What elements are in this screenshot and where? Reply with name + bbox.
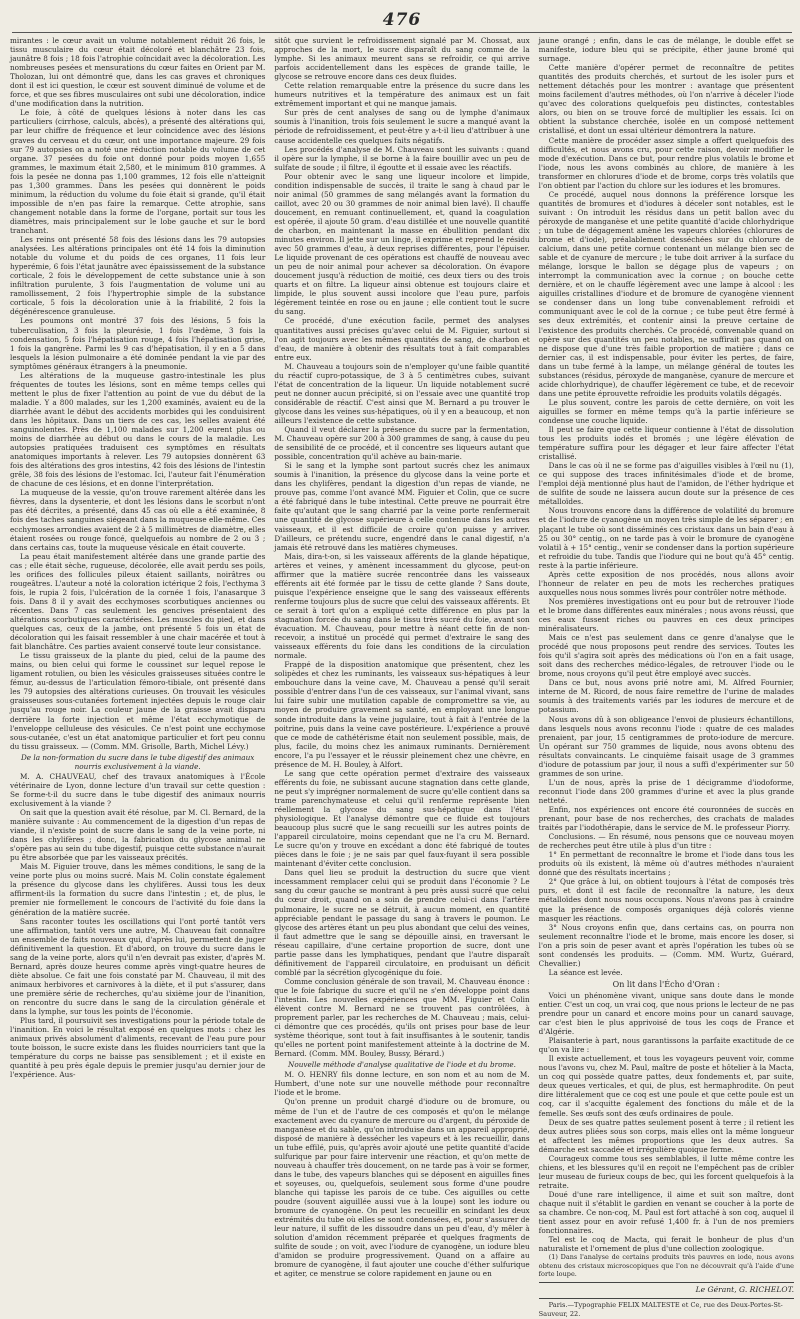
paragraph: M. Chauveau a toujours soin de n'employer qu'une faible quantité du réactif cupro-potassique, de 3 à 5 centimètres cubes, suivant l'état de concentration de la liqueur. Un liquide notablement sucré peut ne donner aucun précipité, si on l'essaie avec une quantité trop considérable de réactif. C'est ainsi que M. Bernard a pu trouver le glycose dans les veines sus-hépatiques, où il y en a beaucoup, et non ailleurs l'existence de cette substance. bbox=[274, 361, 530, 425]
paragraph: Le tissu graisseux de la plante du pied, celui de la paume des mains, ou bien celui qui forme le coussinet sur lequel repose le ligament rotulien, ou bien les vésicules graisseuses situées contre le fémur, au-dessus de l'articulation fémoro-tibiale, ont présenté dans les 79 autopsies des altérations curieuses. On trouvait les vésicules graisseuses sous-cutanées fortement injectées depuis le rouge clair jusqu'au rouge noir. La couleur jaune de la graisse avait disparu derrière la forte injection et même l'état ecchymotique de l'enveloppe celluleuse des vésicules. Ce n'est point une ecchymose sous-cutanée, c'est un état anatomique particulier et fort peu connu du tissu graisseux. — (Comm. MM. Grisolle, Barth, Michel Lévy.) bbox=[10, 651, 266, 751]
section-heading: Nouvelle méthode d'analyse qualitative de l'iode et du brome. bbox=[287, 1060, 516, 1070]
paragraph: Les reins ont présenté 58 fois des lésions dans les 79 autopsies analysées. Les altérations principales ont été 14 fois la diminution notable du volume et du poids de ces organes, 11 fois leur hyperémie, 6 fois l'état jaunâtre avec épaississement de la substance corticale, 2 fois le développement de cette substance unie à son infiltration purulente, 3 fois l'augmentation de volume uni au ramollissement, 2 fois l'hypertrophie simple de la substance corticale, 5 fois la décoloration unie à la friabilité, 2 fois la dégénérescence granuleuse. bbox=[10, 235, 266, 317]
page-number: 476 bbox=[382, 10, 422, 30]
paragraph: Cette manière de procéder assez simple a offert quelquefois des difficultés, et nous avons cru, pour cette raison, devoir modifier le mode d'exécution. Dans ce but, pour rendre plus volatils le brome et l'iode, nous les avons combinés au chlore, de manière à les transformer en chlorures d'iode et de brome, corps très volatils que l'on obtient par l'action du chlore sur les iodures et les bromures. bbox=[538, 135, 794, 190]
paragraph: Doué d'une rare intelligence, il aime et suit son maître, dont chaque nuit il s'établit le gardien en venant se coucher à la porte de sa chambre. Ce non-coq, M. Paul est fort attaché à son coq, auquel il tient assez pour en avoir refusé 1,400 fr. à l'un de nos premiers fonctionnaires. bbox=[538, 1189, 794, 1236]
paragraph: Mais M. Figuier trouve, dans les mêmes conditions, le sang de la veine porte plus ou moins sucré. Mais M. Colin constate également la présence du glycose dans les chylifères. Aussi tous les deux affirment-ils la formation du sucre dans l'intestin ; et, de plus, le premier nie formellement le concours de l'activité du foie dans la génération de la matière sucrée. bbox=[10, 862, 266, 917]
paragraph: Deux de ses quatre pattes seulement posent à terre ; il retient les deux autres pliées sous son corps, mais elles ont la même longueur et affectent les mêmes proportions que les deux autres. Sa démarche est saccadée et irrégulière quoique ferme. bbox=[538, 1117, 794, 1154]
paragraph: Comme conclusion générale de son travail, M. Chauveau énonce : que le foie fabrique du sucre et qu'il ne s'en développe point dans l'intestin. Les nouvelles expériences que MM. Figuier et Colin élèvent contre M. Bernard ne se trouvent pas contrôlées, à proprement parler, par les recherches de M. Chauveau ; mais, celui-ci démontre que ces procédés, qu'ils ont prises pour base de leur système théorique, sont tout à fait insuffisantes à le soutenir, tandis qu'elles ne portent point manifestement atteinte à la doctrine de M. Bernard. (Comm. MM. Bouley, Bussy, Bérard.) bbox=[274, 976, 530, 1059]
paragraph: Conclusions. — En résumé, nous pensons que ce nouveau moyen de recherches peut être utile à plus d'un titre : bbox=[538, 832, 794, 851]
paragraph: M. O. HENRY fils donne lecture, en son nom et au nom de M. Humbert, d'une note sur une nouvelle méthode pour reconnaître l'iode et le brome. bbox=[274, 1070, 530, 1098]
paragraph: Nous trouvons encore dans la différence de volatilité du bromure et de l'iodure de cyanogène un moyen très simple de les séparer ; en plaçant le tube où sont disséminés ces cristaux dans un bain d'eau à 25 ou 30° centig., on ne tarde pas à voir le bromure de cyanogène volatil à + 15° centig., venir se condenser dans la portion supérieure et refroidie du tube. Tandis que l'iodure qui ne bout qu'à 45° centig. reste à la partie inférieure. bbox=[538, 506, 794, 570]
paragraph: Sur près de cent analyses de sang ou de lymphe d'animaux soumis à l'inanition, trois fois seulement le sucre a manqué avant la période de refroidissement, et peut-être y a-t-il lieu d'attribuer à une cause accidentelle ces quelques faits négatifs. bbox=[274, 108, 530, 145]
paragraph: L'un de nous, après la prise de 1 décigramme d'iodoforme, reconnut l'iode dans 200 grammes d'urine et avec la plus grande netteté. bbox=[538, 777, 794, 805]
section-title: On lit dans l'Écho d'Oran : bbox=[612, 979, 720, 989]
paragraph: Frappé de la disposition anatomique que présentent, chez les solipèdes et chez les ruminants, les vaisseaux sus-hépatiques à leur embouchure dans la veine cave, M. Chauveau a pensé qu'il serait possible d'entrer dans l'un de ces vaisseaux, sur l'animal vivant, sans lui faire subir une mutilation capable de compromettre sa vie, au moyen de produire gravement sa santé, en employant une longue sonde introduite dans la veine jugulaire, tout à fait à l'entrée de la poitrine, puis dans la veine cave postérieure. L'expérience a prouvé que ce mode de cathétérisme était non seulement possible, mais, de plus, facile, du moins chez les animaux ruminants. Dernièrement encore, l'a pu l'essayer et le réussir pleinement chez une chèvre, en présence de M. H. Bouley, à Alfort. bbox=[274, 660, 530, 769]
paragraph: Ce procédé, auquel nous donnons la préférence lorsque les quantités de bromures et d'iodures à déceler sont notables, est le suivant : On introduit les résidus dans un petit ballon avec du péroxyde de manganèse et une petite quantité d'acide chlorhydrique ; un tube de dégagement amène les vapeurs chlorées (chlorures de brome et d'iode), préalablement desséchées sur du chlorure de calcium, dans une petite cornue contenant un mélange bien sec de sable et de cyanure de mercure ; le tube doit arriver à la surface du mélange, lorsque le ballon se dégage plus de vapeurs ; on interrompt la communication avec la cornue ; on bouche cette dernière, et on le chauffe légèrement avec une lampe à alcool : les aiguilles cristallines d'iodure et de bromure de cyanogène viennent se condenser dans un long tube convenablement refroidi et communiquant avec le col de la cornue ; ce tube peut être fermé à ses deux extrémités, et contenir ainsi la preuve certaine de l'existence des produits cherchés. Ce procédé, convenable quand on opère sur des quantités un peu notables, ne suffirait pas quand on ne dispose que d'une très faible proportion de matière ; dans ce dernier cas, il est indispensable, pour éviter les pertes, de faire, dans un tube fermé à la lampe, un mélange général de toutes les substances (résidus, péroxyde de manganèse, cyanure de mercure et acide chlorhydrique), de chauffer légèrement ce tube, et de recevoir dans une petite éprouvette refroidie les produits volatils dégagés. bbox=[538, 189, 794, 398]
paragraph: mirantes : le cœur avait un volume notablement réduit 26 fois, le tissu musculaire du cœur était décoloré et blanchâtre 23 fois, jaunâtre 8 fois ; 18 fois l'atrophie coïncidait avec la décoloration. Les nombreuses pesées et mensurations du cœur faites en Orient par M. Tholozan, lui ont démontré que, dans les cas graves et chroniques dont il est ici question, le cœur est souvent diminué de volume et de force, et que ses fibres musculaires ont subi une décoloration, indice d'une modification dans la nutrition. bbox=[10, 36, 266, 109]
paragraph: Mais, dira-t-on, si les vaisseaux afférents de la glande hépatique, artères et veines, y amènent incessamment du glycose, peut-on affirmer que la matière sucrée rencontrée dans les vaisseaux efférents ait été formée par le tissu de cette glande ? Sans doute, puisque l'expérience enseigne que le sang des vaisseaux efférents renferme toujours plus de sucre que celui des vaisseaux afférents. Et ce serait à tort qu'on a expliqué cette différence en plus par la stagnation forcée du sang dans le tissu très sucré du foie, avant son évacuation. M. Chauveau, pour mettre à néant cette fin de non-recevoir, a institué un procédé qui permet d'extraire le sang des vaisseaux efférents du foie dans les conditions de la circulation normale. bbox=[274, 551, 530, 661]
column-right bbox=[538, 36, 794, 1319]
paragraph: Mais ce n'est pas seulement dans ce genre d'analyse que le procédé que nous proposons peut rendre des services. Toutes les fois qu'il s'agira soit après des médications où l'on en a fait usage, soit dans des recherches médico-légales, de retrouver l'iode ou le brome, nous croyons qu'il peut être employé avec succès. bbox=[538, 633, 794, 679]
paragraph: jaune orangé ; enfin, dans le cas de mélange, le double effet se manifeste, iodure bleu qui se précipite, éther jaune bromé qui surnage. bbox=[538, 36, 794, 64]
paragraph: sitôt que survient le refroidissement signalé par M. Chossat, aux approches de la mort, le sucre disparaît du sang comme de la lymphe. Si les animaux meurent sans se refroidir, ce qui arrive parfois accidentellement dans les espèces de grande taille, le glycose se retrouve encore dans ces deux fluides. bbox=[274, 36, 530, 82]
paragraph: Les poumons ont montré 37 fois des lésions, 5 fois la tuberculisation, 3 fois la pleurésie, 1 fois l'œdème, 3 fois la condensation, 5 fois l'hépatisation rouge, 4 fois l'hépatisation grise, 1 fois la gangrène. Parmi les 9 cas d'hépatisation, il y en a 5 dans lesquels la lésion pulmonaire a été dominée pendant la vie par des symptômes généraux étrangers à la pneumonie. bbox=[10, 316, 266, 371]
paragraph: M. A. CHAUVEAU, chef des travaux anatomiques à l'École vétérinaire de Lyon, donne lecture d'un travail sur cette question : Se forme-t-il du sucre dans le tube digestif des animaux nourris exclusivement à la viande ? bbox=[10, 771, 266, 808]
header-rule bbox=[12, 32, 792, 33]
paragraph: Quand il veut déclarer la présence du sucre par la fermentation, M. Chauveau opère sur 200 à 300 grammes de sang, à cause du peu de sensibilité de ce procédé, et il concentre ses liqueurs autant que possible, concentration qu'il achève au bain-marie. bbox=[274, 425, 530, 462]
paragraph: Après cette exposition de nos procédés, nous allons avoir l'honneur de relater en peu de mots les recherches pratiques auxquelles nous nous sommes livrés pour contrôler notre méthode. bbox=[538, 569, 794, 597]
paragraph: Le plus souvent, contre les parois de cette dernière, on voit les aiguilles se former en même temps qu'à la partie inférieure se condense une couche liquide. bbox=[538, 397, 794, 425]
paragraph: Courageux comme tous ses semblables, il lutte même contre les chiens, et les blessures qu'il en reçoit ne l'empêchent pas de cribler leur museau de furieux coups de bec, qui les forcent quelquefois à la retraite. bbox=[538, 1153, 794, 1190]
paragraph: 1° En permettant de reconnaître le brome et l'iode dans tous les produits où ils existent, là même où d'autres méthodes n'auraient donné que des résultats incertains ; bbox=[538, 850, 794, 878]
paragraph: La peau était manifestement altérée dans une grande partie des cas ; elle était sèche, rugueuse, décolorée, elle avait perdu ses poils, les orifices des follicules pileux étaient saillants, noirâtres ou rougeâtres. L'auteur a noté la coloration ictérique 2 fois, l'ecthyma 3 fois, le rupia 2 fois, l'ulcération de la cornée 1 fois, l'anasarque 3 fois. Dans 8 il y avait des ecchymoses scorbutiques anciennes ou récentes. Dans 7 cas seulement les gencives présentaient des altérations scorbutiques caractérisées. Les muscles du pied, et dans quelques cas, ceux de la jambe, ont présenté 5 fois un état de décoloration qui les faisait ressembler à une chair macérée et tout à fait blanchâtre. Ces parties avaient conservé toute leur consistance. bbox=[10, 551, 266, 652]
paragraph: Cette relation remarquable entre la présence du sucre dans les humeurs nutritives et la température des animaux est un fait extrêmement important et qui ne manque jamais. bbox=[274, 81, 530, 109]
column-left bbox=[10, 36, 266, 1080]
paragraph: Le foie, à côté de quelques lésions à noter dans les cas particuliers (cirrhose, calculs, abcès), a présenté des altérations qui, par leur chiffre de fréquence et leur coïncidence avec des lésions graves du cerveau et du cœur, ont une importance majeure. 29 fois sur 79 autopsies on a noté une réduction notable du volume de cet organe. 37 pesées du foie ont donné pour poids moyen 1,655 grammes, le maximum était 2,580, et le minimum 810 grammes. A fois la pesée ne donna pas 1,100 grammes, 12 fois elle n'atteignit pas 1,300 grammes. Dans les pesées qui donnèrent le poids minimum, la réduction du volume du foie était si grande, qu'il était impossible de n'en pas faire la remarque. Cette atrophie, sans changement notable dans la forme de l'organe, portait sur tous les diamètres, mais principalement sur le lobe gauche et sur le bord tranchant. bbox=[10, 108, 266, 235]
paragraph: Nous avons dû à son obligeance l'envoi de plusieurs échantillons, dans lesquels nous avons reconnu l'iode : quatre de ces malades prenaient, par jour, 15 centigrammes de proto-iodure de mercure. Un opérant sur 750 grammes de liquide, nous avons obtenu des résultats convaincants. Le cinquième faisait usage de 3 grammes d'iodure de potassium par jour, il nous a suffi d'expérimenter sur 50 grammes de son urine. bbox=[538, 714, 794, 778]
paragraph: 3° Nous croyons enfin que, dans certains cas, on pourra non seulement reconnaître l'iode et le brome, mais encore les doser, si l'on a pris soin de peser avant et après l'opération les tubes où se sont condensés les produits. — (Comm. MM. Wurtz, Guérard, Chevallier.) bbox=[538, 922, 794, 968]
text-columns bbox=[10, 36, 794, 1319]
paragraph: 2° Que grâce à lui, on obtient toujours à l'état de composés très purs, et dont il est facile de reconnaître la nature, les deux métalloïdes dont nous nous occupons. Nous n'avons pas à craindre que la présence de composés organiques déjà colorés vienne masquer les réactions. bbox=[538, 877, 794, 923]
signature-rule bbox=[539, 1282, 794, 1283]
paragraph: Plaisanterie à part, nous garantissons la parfaite exactitude de ce qu'on va lire : bbox=[538, 1036, 794, 1055]
paragraph: Voici un phénomène vivant, unique sans doute dans le monde entier. C'est un coq, un vrai coq, que nous prions le lecteur de ne pas prendre pour un canard et encore moins pour un canard sauvage, car c'est bien le plus apprivoisé de tous les coqs de France et d'Algérie. bbox=[538, 990, 794, 1037]
paragraph: Le sang que cette opération permet d'extraire des vaisseaux efférents du foie, ne subissant aucune stagnation dans cette glande, ne peut s'y imprégner normalement de sucre qu'elle contient dans sa trame parenchymateuse et celui qu'il renferme représente bien réellement la glycose du sang sus-hépatique dans l'état physiologique. Et l'analyse démontre que ce fluide est toujours beaucoup plus sucré que le sang recueilli sur les autres points de l'appareil circulatoire, moins cependant que ne l'a cru M. Bernard. Le sucre qu'on y trouve en excédant a donc été fabriqué de toutes pièces dans le foie ; je ne sais par quel faux-fuyant il sera possible maintenant d'éviter cette conclusion. bbox=[274, 768, 530, 869]
paragraph: Les altérations de la muqueuse gastro-intestinale les plus fréquentes de toutes les lésions, sont en même temps celles qui mettent le plus de fixer l'attention au point de vue du début de la maladie. Y a 800 malades, sur les 1,200 examinés, avaient eu de la diarrhée avant le début des accidents morbides qui les conduisirent dans les hôpitaux. Dans un tiers de ces cas, les selles avaient été sanguinolentes. Près de 1,100 malades sur 1,200 eurent plus ou moins de diarrhée au début ou dans le cours de la maladie. Les autopsies pratiquées traduisent ces symptômes en résultats anatomiques importants à relever. Les 79 autopsies donnèrent 63 fois des altérations des gros intestins, 42 fois des lésions de l'intestin grêle, 38 fois des lésions de l'estomac. Ici, l'auteur fait l'énumération de chacune de ces lésions, et en donne l'interprétation. bbox=[10, 370, 266, 489]
paragraph: Plus tard, il poursuivit ses investigations pour la période totale de l'inanition. En voici le résultat exposé en quelques mots : chez les animaux privés absolument d'aliments, recevant de l'eau pure pour toute boisson, le sucre existe dans les fluides nourriciers tant que la température du corps ne baisse pas sensiblement ; et il existe en quantité à peu près égale depuis le premier jusqu'au dernier jour de l'expérience. Aus- bbox=[10, 1016, 266, 1080]
printer-imprint: Paris.—Typographie FELIX MALTESTE et Ce, rue des Deux-Portes-St-Sauveur, 22. bbox=[538, 1301, 783, 1319]
paragraph: Dans ce but, nous avons prié notre ami, M. Alfred Fournier, interne de M. Ricord, de nous faire remettre de l'urine de malades soumis à des traitements variés par les iodures de mercure et de potassium. bbox=[538, 678, 794, 715]
imprint-rule bbox=[539, 1298, 794, 1299]
paragraph: Tel est le coq de Macta, qui ferait le bonheur de plus d'un naturaliste et l'ornement de plus d'une collection zoologique. bbox=[538, 1235, 794, 1254]
paragraph: Qu'on prenne un produit chargé d'iodure ou de bromure, ou même de l'un et de l'autre de ces composés et qu'on le mélange exactement avec du cyanure de mercure ou d'argent, du péroxide de manganèse et du sable, qu'on introduise dans un appareil approprié, disposé de manière à dessécher les vapeurs et à les recueillir, dans un tube effilé, puis, qu'après avoir ajouté une petite quantité d'acide sulfurique par pour faire intervenir une réaction, et qu'on mette de nouveau à chauffer très doucement, on ne tarde pas à voir se former, dans le tube, des vapeurs blanches qui se déposent en aiguilles fines et soyeuses, ou, quelquefois, seulement sous forme d'une poudre blanche qui tapisse les parois de ce tube. Ces aiguilles ou cette poudre (souvent aiguillée aussi vue à la loupe) sont les iodure ou bromure de cyanogène. On peut les recueillir en scindant les deux extrémités du tube où elles se sont condensées, et, pour s'assurer de leur nature, il suffit de les dissoudre dans un peu d'eau, d'y mêler à solution d'amidon récemment préparée et quelques fragments de sulfite de soude ; on voit, avec l'iodure de cyanogène, un iodure bleu d'amidon se produire progressivement. Quand on a affaire au bromure de cyanogène, il faut ajouter une couche d'éther sulfurique et agiter, ce menstrue se colore rapidement en jaune ou en bbox=[274, 1097, 530, 1279]
paragraph: Dans le cas où il ne se forme pas d'aiguilles visibles à l'œil nu (1), ce qui suppose des traces infinitésimales d'iode et de brome, l'emploi déjà mentionné plus haut de l'amidon, de l'éther hydrique et de sulfite de soude ne laissera aucun doute sur la présence de ces métalloïdes. bbox=[538, 461, 794, 507]
paragraph: Sans raconter toutes les oscillations qui l'ont porté tantôt vers une affirmation, tantôt vers une autre, M. Chauveau fait connaître un ensemble de faits nouveaux qui, d'après lui, permettent de juger définitivement la question. Et d'abord, on trouve du sucre dans le sang de la veine porte, alors qu'il n'en devrait pas exister, d'après M. Bernard, après douze heures comme après vingt-quatre heures de diète absolue. Ce fait une fois constaté par M. Chauveau, il mit des animaux herbivores et carnivores à la diète, et il put s'assurer, dans une première série de recherches, qu'au sixième jour de l'inanition, on rencontre du sucre dans le sang de la circulation générale et dans la lymphe, sur tous les points de l'économie. bbox=[10, 916, 266, 1017]
paragraph: Il peut se faire que cette liqueur contienne à l'état de dissolution tous les produits iodés et bromés ; une légère élévation de température suffira pour les dégager et leur faire affecter l'état cristallisé. bbox=[538, 425, 794, 462]
gerant-signature: Le Gérant, G. RICHELOT. bbox=[695, 1285, 794, 1295]
paragraph: Dans quel lieu se produit la destruction du sucre que vient incessamment remplacer celui qui se produit dans l'économie ? Le sang du cœur gauche se montrant à peu près aussi sucré que celui du cœur droit, quand on a soin de prendre celui-ci dans l'artère pulmonaire, le sucre ne se détruit, à aucun moment, en quantité appréciable pendant le passage du sang à travers le poumon. Le glycose des artères étant un peu plus abondant que celui des veines, il faut admettre que le sang se dépouille ainsi, en traversant le réseau capillaire, d'une certaine proportion de sucre, dont une partie passe dans les lymphatiques, pendant que l'autre disparaît définitivement de l'appareil circulatoire, en produisant un déficit comblé par la sécrétion glycogénique du foie. bbox=[274, 868, 530, 977]
paragraph: La muqueuse de la vessie, qu'on trouve rarement altérée dans les fièvres, dans la dysenterie, et dont les lésions dans le scorbut n'ont pas été décrites, a présenté, dans 45 cas où elle a été examinée, 8 fois des taches sanguines siégeant dans la muqueuse elle-même. Ces ecchymoses arrondies avaient de 2 à 5 millimètres de diamètre, elles étaient rosées ou rouge foncé, quelquefois au nombre de 2 ou 3 ; dans certains cas, toute la muqueuse vésicale en était couverte. bbox=[10, 488, 266, 552]
column-middle bbox=[274, 36, 530, 1279]
paragraph: Cette manière d'opérer permet de reconnaître de petites quantités des produits cherchés, et surtout de les isoler purs et nettement détachés pour les montrer : avantage que présentent moins facilement d'autres méthodes, où l'on n'arrive à déceler l'iode qu'avec des colorations quelquefois peu distinctes, contestables alors, ou bien on se trouve forcé de multiplier les essais. Ici on obtient la substance cherchée, isolée en un composé nettement cristallisé, et dont un essai ultérieur démontrera la nature. bbox=[538, 63, 794, 136]
paragraph: Pour obtenir avec le sang une liqueur incolore et limpide, condition indispensable de succès, il traite le sang à chaud par le noir animal (50 grammes de sang mélangés avant la formation du caillot, avec 20 ou 30 grammes de noir animal bien lavé). Il chauffe doucement, en remuant continuellement, et, quand la coagulation est opérée, il ajoute 50 gram. d'eau distillée et une nouvelle quantité de charbon, en maintenant la masse en ébullition pendant dix minutes environ. Il jette sur un linge, il exprime et reprend le résidu avec 50 grammes d'eau, à deux reprises différentes, pour l'épuiser. Le liquide provenant de ces opérations est chauffé de nouveau avec un peu de noir animal pour achever sa décoloration. On évapore doucement jusqu'à réduction de moitié, ces deux tiers ou des trois quarts et on filtre. La liqueur ainsi obtenue est toujours claire et limpide, le plus souvent aussi incolore que l'eau pure, parfois légèrement teintée en rose ou en jaune ; elle contient tout le sucre du sang. bbox=[274, 171, 530, 317]
paragraph: Nos premières investigations ont eu pour but de retrouver l'iode et le brome dans différentes eaux minérales ; nous avons réussi, que ces eaux fussent riches ou pauvres en ces deux principes minéralisateurs. bbox=[538, 596, 794, 634]
section-heading: De la non-formation du sucre dans le tube digestif des animaux nourris exclusivement à la viande. bbox=[20, 752, 255, 771]
paragraph: Ce procédé, d'une exécution facile, permet des analyses quantitatives aussi précises qu'avec celui de M. Figuier, surtout si l'on agit toujours avec les mêmes quantités de sang, de charbon et d'eau, de manière à obtenir des résultats tout à fait comparables entre eux. bbox=[274, 316, 530, 362]
paragraph: Les procédés d'analyse de M. Chauveau sont les suivants : quand il opère sur la lymphe, il se borne à la faire bouillir avec un peu de sulfate de soude ; il filtre, il égoutte et il essaie avec les réactifs. bbox=[274, 144, 530, 172]
paragraph: La séance est levée. bbox=[548, 967, 623, 977]
paragraph: Enfin, nos expériences ont encore été couronnées de succès en prenant, pour base de nos recherches, des crachats de malades traités par l'iodothérapie, dans le service de M. le professeur Piorry. bbox=[538, 804, 794, 833]
paragraph: Si le sang et la lymphe sont partout sucrés chez les animaux soumis à l'inanition, la présence du glycose dans la veine porte et dans les chylifères, pendant la digestion d'un repas de viande, ne prouve pas, comme l'ont avancé MM. Figuier et Colin, que ce sucre a été fabriqué dans le tube intestinal. Cette preuve ne pourrait être faite qu'autant que le sang charrié par la veine porte renfermerait une quantité de glycose supérieure à celle contenue dans les autres vaisseaux, et il est difficile de croire qu'on puisse y arriver. D'ailleurs, ce prétendu sucre, engendré dans le canal digestif, n'a jamais été retrouvé dans les matières chymeuses. bbox=[274, 461, 530, 552]
paragraph: Il existe actuellement, et tous les voyageurs peuvent voir, comme nous l'avons vu, chez M. Paul, maître de poste et hôtelier à la Macta, un coq qui possède quatre pattes, deux fondements et, par suite, deux queues verticales, et qui, de plus, est hermaphrodite. On peut dire littéralement que ce coq est une poule et que cette poule est un coq, car il s'acquitte également des fonctions du mâle et de la femelle. Ses œufs sont des œufs ordinaires de poule. bbox=[538, 1054, 794, 1118]
footnote: (1) Dans l'analyse de certains produits très pauvres en iode, nous avons obtenu des cristaux microscopiques que l'on ne découvrait qu'à l'aide d'une forte loupe. bbox=[538, 1253, 794, 1278]
paragraph: On sait que la question avait été résolue, par M. Cl. Bernard, de la manière suivante : Au commencement de la digestion d'un repas de viande, il n'existe point de sucre dans le sang de la veine porte, ni dans les chylifères ; donc, la fabrication du glycose animal ne s'opère pas au sein du tube digestif, puisque cette substance n'aurait pu être absorbée que par les vaisseaux précités. bbox=[10, 807, 266, 863]
